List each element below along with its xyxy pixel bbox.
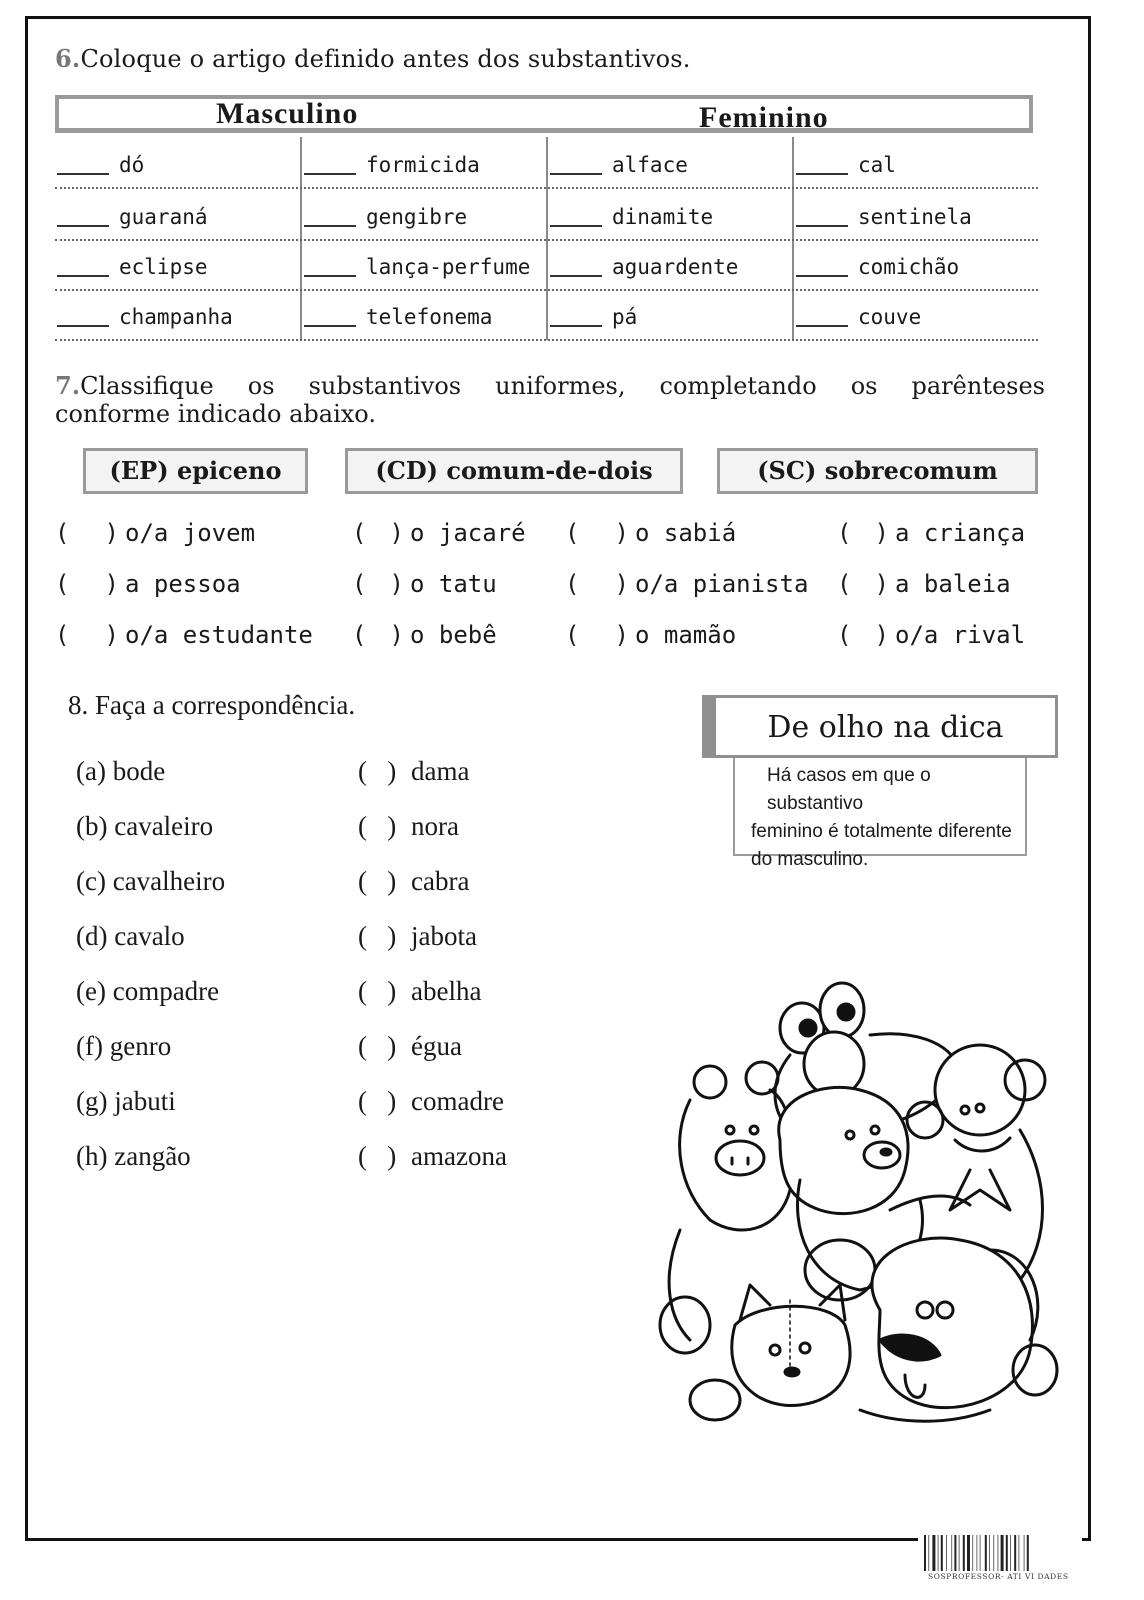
- classify-item: [352, 621, 497, 649]
- barcode-bar: [928, 1535, 929, 1571]
- article-item: [55, 289, 295, 339]
- question-number: 6.: [55, 44, 81, 73]
- barcode-bar: [1010, 1535, 1011, 1571]
- article-item: [302, 189, 542, 239]
- feminine-item: [358, 1031, 462, 1062]
- feminine-item: [358, 1086, 504, 1117]
- masculine-item: (d) cavalo: [76, 921, 185, 951]
- paren-close: ): [874, 570, 889, 598]
- paren-close: ): [389, 621, 404, 649]
- article-item: [55, 137, 295, 187]
- article-blank[interactable]: [550, 275, 602, 277]
- noun-word: aguardente: [612, 255, 739, 279]
- feminine-item: [358, 866, 469, 897]
- article-item: [55, 239, 295, 289]
- classify-item: [565, 621, 736, 649]
- answer-parentheses[interactable]: ( ): [358, 1031, 397, 1061]
- article-item: [548, 239, 788, 289]
- barcode-bar: [1018, 1535, 1019, 1571]
- classify-item: [565, 519, 736, 547]
- question-7-title: [55, 372, 1045, 400]
- question-number: 8.: [68, 690, 89, 720]
- barcode-bar: [1006, 1535, 1008, 1571]
- barcode-bar: [989, 1535, 990, 1571]
- question-8-title: [68, 690, 355, 721]
- noun-word: jabota: [411, 921, 477, 951]
- paren-close: ): [874, 519, 889, 547]
- noun-word: sentinela: [858, 205, 972, 229]
- article-blank[interactable]: [796, 225, 848, 227]
- barcode-bar: [980, 1535, 981, 1571]
- question-instruction-line2: conforme indicado abaixo.: [55, 400, 376, 428]
- noun-word: abelha: [411, 976, 482, 1006]
- tip-body: [733, 758, 1027, 870]
- article-item: [548, 189, 788, 239]
- article-blank[interactable]: [550, 225, 602, 227]
- answer-parentheses[interactable]: [837, 519, 895, 547]
- classify-item: [352, 519, 526, 547]
- answer-parentheses[interactable]: ( ): [358, 811, 397, 841]
- answer-parentheses[interactable]: [837, 621, 895, 649]
- feminine-item: [358, 811, 459, 842]
- paren-close: ): [104, 519, 119, 547]
- noun-word: lança-perfume: [366, 255, 531, 279]
- article-item: [794, 239, 1034, 289]
- noun-word: formicida: [366, 153, 480, 177]
- noun-word: champanha: [119, 305, 233, 329]
- answer-parentheses[interactable]: [565, 519, 635, 547]
- barcode-bar: [1024, 1535, 1025, 1571]
- paren-open: (: [837, 519, 852, 547]
- noun-word: gengibre: [366, 205, 468, 229]
- article-blank[interactable]: [57, 275, 109, 277]
- article-item: [302, 137, 542, 187]
- answer-parentheses[interactable]: [55, 519, 125, 547]
- paren-close: ): [614, 519, 629, 547]
- tip-line: feminino é totalmente diferente: [751, 821, 1012, 842]
- question-number: 7.: [55, 371, 81, 400]
- paren-close: ): [389, 570, 404, 598]
- article-item: [794, 137, 1034, 187]
- key-comum-de-dois: (CD) comum-de-dois: [345, 448, 683, 494]
- header-feminino: Feminino: [699, 101, 829, 134]
- noun-word: a pessoa: [125, 570, 241, 598]
- paren-close: ): [614, 621, 629, 649]
- key-epiceno: (EP) epiceno: [83, 448, 308, 494]
- noun-word: telefonema: [366, 305, 493, 329]
- answer-parentheses[interactable]: ( ): [358, 1086, 397, 1116]
- paren-close: ): [614, 570, 629, 598]
- masculine-item: (h) zangão: [76, 1141, 191, 1171]
- barcode-bar: [946, 1535, 947, 1571]
- paren-open: (: [55, 621, 70, 649]
- article-blank[interactable]: [304, 173, 356, 175]
- article-item: [302, 239, 542, 289]
- noun-word: o tatu: [410, 570, 497, 598]
- barcode-bar: [976, 1535, 977, 1571]
- article-blank[interactable]: [796, 173, 848, 175]
- noun-word: a baleia: [895, 570, 1011, 598]
- noun-word: cal: [858, 153, 896, 177]
- gender-header-bar: [55, 95, 1033, 133]
- tip-line: do masculino.: [751, 849, 869, 870]
- pig-snout: [716, 1141, 764, 1175]
- answer-parentheses[interactable]: [565, 570, 635, 598]
- noun-word: nora: [411, 811, 459, 841]
- question-instruction-line1: Classifique os substantivos uniformes, completando os parênteses: [80, 372, 1045, 400]
- article-blank[interactable]: [304, 225, 356, 227]
- article-blank[interactable]: [550, 325, 602, 327]
- paren-open: (: [565, 621, 580, 649]
- noun-word: cabra: [411, 866, 470, 896]
- classify-item: [837, 519, 1025, 547]
- noun-word: dó: [119, 153, 145, 177]
- article-grid: [55, 137, 1038, 342]
- barcode-bar: [993, 1535, 994, 1571]
- paren-close: ): [874, 621, 889, 649]
- noun-word: guaraná: [119, 205, 208, 229]
- answer-parentheses[interactable]: ( ): [358, 921, 397, 951]
- tip-title: De olho na dica: [702, 695, 1058, 758]
- paren-open: (: [55, 570, 70, 598]
- noun-word: o bebê: [410, 621, 497, 649]
- classify-item: [352, 570, 497, 598]
- classify-item: [565, 570, 808, 598]
- classify-item: [55, 519, 255, 547]
- barcode-icon: [922, 1533, 1072, 1573]
- paren-close: ): [104, 570, 119, 598]
- noun-word: dama: [411, 756, 470, 786]
- question-instruction: Faça a correspondência.: [95, 690, 356, 720]
- barcode-bar: [951, 1535, 952, 1571]
- answer-parentheses[interactable]: ( ): [358, 976, 397, 1006]
- noun-word: pá: [612, 305, 638, 329]
- article-blank[interactable]: [304, 275, 356, 277]
- barcode-bar: [963, 1535, 965, 1571]
- paren-open: (: [837, 570, 852, 598]
- masculine-item: (g) jabuti: [76, 1086, 176, 1116]
- noun-word: comichão: [858, 255, 960, 279]
- article-item: [794, 289, 1034, 339]
- noun-word: o/a estudante: [125, 621, 313, 649]
- page-border-corner: [1082, 1538, 1090, 1541]
- article-item: [794, 189, 1034, 239]
- article-item: [548, 289, 788, 339]
- masculine-item: (c) cavalheiro: [76, 866, 226, 896]
- article-item: [55, 189, 295, 239]
- question-instruction: Coloque o artigo definido antes dos substantivos.: [80, 45, 691, 73]
- row-dotted-line: [55, 339, 1038, 341]
- noun-word: dinamite: [612, 205, 714, 229]
- classify-item: [55, 621, 313, 649]
- tip-line: Há casos em que o substantivo: [767, 765, 931, 814]
- feminine-item: [358, 1141, 507, 1172]
- paren-open: (: [352, 621, 367, 649]
- paren-close: ): [389, 519, 404, 547]
- paren-close: ): [104, 621, 119, 649]
- answer-parentheses[interactable]: [565, 621, 635, 649]
- barcode-text: SOSPROFESSOR- ATI VI DADES: [928, 1572, 1069, 1581]
- paren-open: (: [55, 519, 70, 547]
- article-item: [548, 137, 788, 187]
- header-masculino: Masculino: [216, 97, 359, 130]
- answer-parentheses[interactable]: [352, 519, 410, 547]
- masculine-item: (e) compadre: [76, 976, 220, 1006]
- barcode-bar: [967, 1535, 970, 1571]
- answer-parentheses[interactable]: ( ): [358, 1141, 397, 1171]
- paren-open: (: [352, 570, 367, 598]
- barcode-bar: [959, 1535, 960, 1571]
- classify-item: [55, 570, 241, 598]
- answer-parentheses[interactable]: ( ): [358, 756, 397, 786]
- noun-word: o mamão: [635, 621, 737, 649]
- barcode-bar: [997, 1535, 998, 1571]
- page-border-bottom: [25, 1538, 918, 1541]
- feminine-item: [358, 756, 469, 787]
- question-6-title: [55, 44, 691, 73]
- paren-open: (: [837, 621, 852, 649]
- article-blank[interactable]: [550, 173, 602, 175]
- noun-word: eclipse: [119, 255, 208, 279]
- answer-parentheses[interactable]: [837, 570, 895, 598]
- paren-open: (: [565, 519, 580, 547]
- barcode-bar: [1001, 1535, 1004, 1571]
- article-blank[interactable]: [796, 325, 848, 327]
- classify-item: [837, 621, 1025, 649]
- article-blank[interactable]: [57, 173, 109, 175]
- article-blank[interactable]: [57, 225, 109, 227]
- noun-word: o/a rival: [895, 621, 1026, 649]
- noun-word: égua: [411, 1031, 462, 1061]
- article-blank[interactable]: [57, 325, 109, 327]
- barcode-bar: [1014, 1535, 1016, 1571]
- barcode-bar: [941, 1535, 943, 1571]
- noun-word: o jacaré: [410, 519, 526, 547]
- masculine-item: (f) genro: [76, 1031, 172, 1061]
- key-sobrecomum: (SC) sobrecomum: [717, 448, 1038, 494]
- classify-item: [837, 570, 1011, 598]
- barcode-bar: [972, 1535, 973, 1571]
- article-blank[interactable]: [304, 325, 356, 327]
- noun-word: amazona: [411, 1141, 507, 1171]
- article-blank[interactable]: [796, 275, 848, 277]
- noun-word: o/a jovem: [125, 519, 256, 547]
- answer-parentheses[interactable]: [352, 621, 410, 649]
- answer-parentheses[interactable]: [55, 570, 125, 598]
- answer-parentheses[interactable]: [55, 621, 125, 649]
- answer-parentheses[interactable]: ( ): [358, 866, 397, 896]
- noun-word: o sabiá: [635, 519, 737, 547]
- barcode-bar: [1027, 1535, 1029, 1571]
- noun-word: comadre: [411, 1086, 504, 1116]
- feminine-item: [358, 976, 481, 1007]
- article-item: [302, 289, 542, 339]
- barcode-bar: [954, 1535, 956, 1571]
- answer-parentheses[interactable]: [352, 570, 410, 598]
- barcode-bar: [924, 1535, 926, 1571]
- noun-word: a criança: [895, 519, 1026, 547]
- noun-word: o/a pianista: [635, 570, 809, 598]
- paren-open: (: [352, 519, 367, 547]
- masculine-item: (b) cavaleiro: [76, 811, 214, 841]
- masculine-item: (a) bode: [76, 756, 166, 786]
- stuffed-animals-illustration: [650, 980, 1060, 1430]
- barcode-bar: [938, 1535, 939, 1571]
- noun-word: alface: [612, 153, 688, 177]
- feminine-item: [358, 921, 477, 952]
- noun-word: couve: [858, 305, 922, 329]
- barcode-bar: [932, 1535, 935, 1571]
- paren-open: (: [565, 570, 580, 598]
- barcode-bar: [985, 1535, 987, 1571]
